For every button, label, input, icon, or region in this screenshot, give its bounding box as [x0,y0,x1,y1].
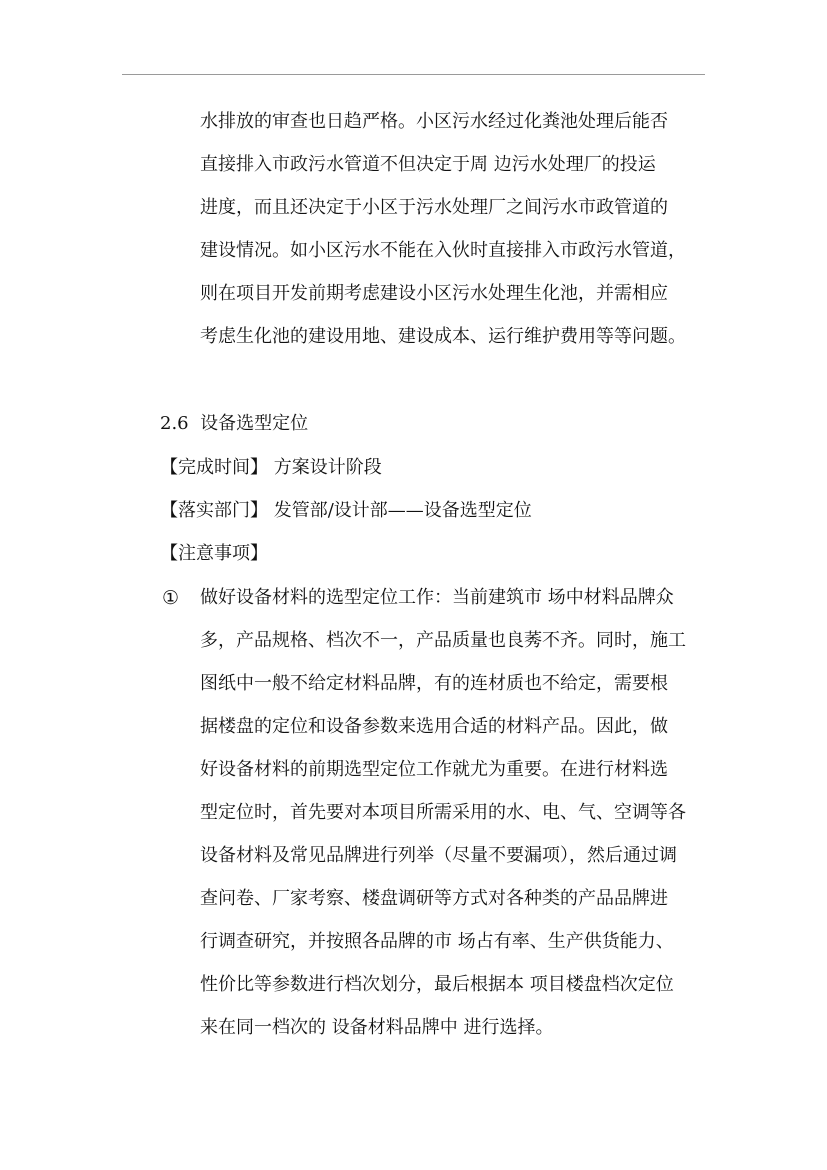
paragraph-line: 考虑生化池的建设用地、建设成本、运行维护费用等等问题。 [200,326,686,347]
item-line: 设备材料及常见品牌进行列举（尽量不要漏项），然后通过调 [200,845,677,866]
item-line: 好设备材料的前期选型定位工作就尤为重要。在进行材料选 [200,759,668,780]
notes-heading: 【注意事项】 [160,543,268,564]
header-rule [122,74,705,75]
item-line: 查问卷、厂家考察、楼盘调研等方式对各种类的产品品牌进 [200,888,668,909]
item-line: 多，产品规格、档次不一，产品质量也良莠不齐。同时，施工 [200,630,686,651]
section-heading [160,412,308,436]
item-line: 型定位时，首先要对本项目所需采用的水、电、气、空调等各 [200,802,686,823]
paragraph-line: 进度，而且还决定于小区于污水处理厂之间污水市政管道的 [200,197,668,218]
paragraph-line: 水排放的审查也日趋严格。小区污水经过化粪池处理后能否 [200,111,668,132]
item-line: 来在同一档次的 设备材料品牌中 进行选择。 [200,1017,554,1038]
completion-time: 【完成时间】 方案设计阶段 [160,457,382,478]
responsible-dept: 【落实部门】 发管部/设计部——设备选型定位 [160,500,532,521]
section-title: 设备选型定位 [200,413,309,434]
item-line: 图纸中一般不给定材料品牌，有的连材质也不给定，需要根 [200,673,668,694]
item-line: 性价比等参数进行档次划分，最后根据本 项目楼盘档次定位 [200,974,674,995]
item-line: 做好设备材料的选型定位工作：当前建筑市 场中材料品牌众 [200,587,674,608]
item-line: 据楼盘的定位和设备参数来选用合适的材料产品。因此，做 [200,716,668,737]
paragraph-line: 直接排入市政污水管道不但决定于周 边污水处理厂的投运 [200,154,656,175]
item-marker: ① [162,587,180,609]
item-line: 行调查研究，并按照各品牌的市 场占有率、生产供货能力、 [200,931,674,952]
paragraph-line: 建设情况。如小区污水不能在入伙时直接排入市政污水管道， [200,240,686,261]
section-number: 2.6 [160,413,189,434]
paragraph-line: 则在项目开发前期考虑建设小区污水处理生化池，并需相应 [200,283,668,304]
